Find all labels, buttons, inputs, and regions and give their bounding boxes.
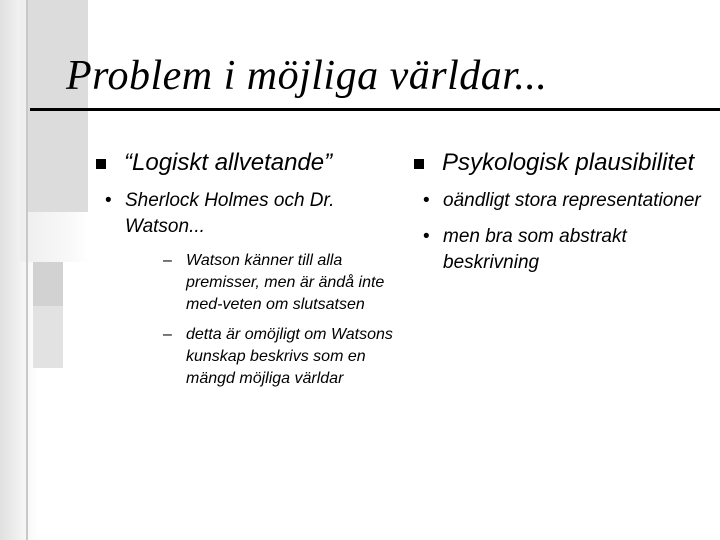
list-item-text: Sherlock Holmes och Dr. Watson... xyxy=(125,190,335,237)
sub-list-item xyxy=(125,250,402,316)
left-heading-text: “Logiskt allvetande” xyxy=(124,149,333,176)
square-bullet-icon xyxy=(414,159,424,169)
right-column xyxy=(410,148,710,286)
right-heading xyxy=(410,148,710,178)
decor-block-light xyxy=(33,306,63,368)
list-item xyxy=(410,224,710,276)
left-heading xyxy=(92,148,402,178)
sub-list-item-text: detta är omöjligt om Watsons kunskap beskrivs som en mängd möjliga världar xyxy=(186,326,393,387)
title-underline xyxy=(30,108,720,111)
decor-block-dark xyxy=(33,262,63,306)
right-bullet-list xyxy=(410,188,710,276)
right-heading-text: Psykologisk plausibilitet xyxy=(442,149,695,176)
dash-bullet-icon: – xyxy=(163,252,172,269)
list-item xyxy=(92,188,402,390)
dot-bullet-icon: • xyxy=(423,190,430,211)
dash-bullet-icon: – xyxy=(163,326,172,343)
slide-title: Problem i möjliga världar... xyxy=(66,53,548,99)
sub-list-item xyxy=(125,324,402,390)
list-item-text: oändligt stora representationer xyxy=(443,190,701,211)
decor-line xyxy=(26,0,28,540)
sub-bullet-list xyxy=(125,250,402,390)
dot-bullet-icon: • xyxy=(105,190,112,211)
left-bullet-list xyxy=(92,188,402,390)
square-bullet-icon xyxy=(96,159,106,169)
list-item-text: men bra som abstrakt beskrivning xyxy=(443,226,627,273)
decor-bar-gray xyxy=(28,0,88,212)
list-item xyxy=(410,188,710,214)
sub-list-item-text: Watson känner till alla premisser, men är ändå inte med-veten om slutsatsen xyxy=(186,252,385,313)
left-column xyxy=(92,148,402,398)
dot-bullet-icon: • xyxy=(423,226,430,247)
